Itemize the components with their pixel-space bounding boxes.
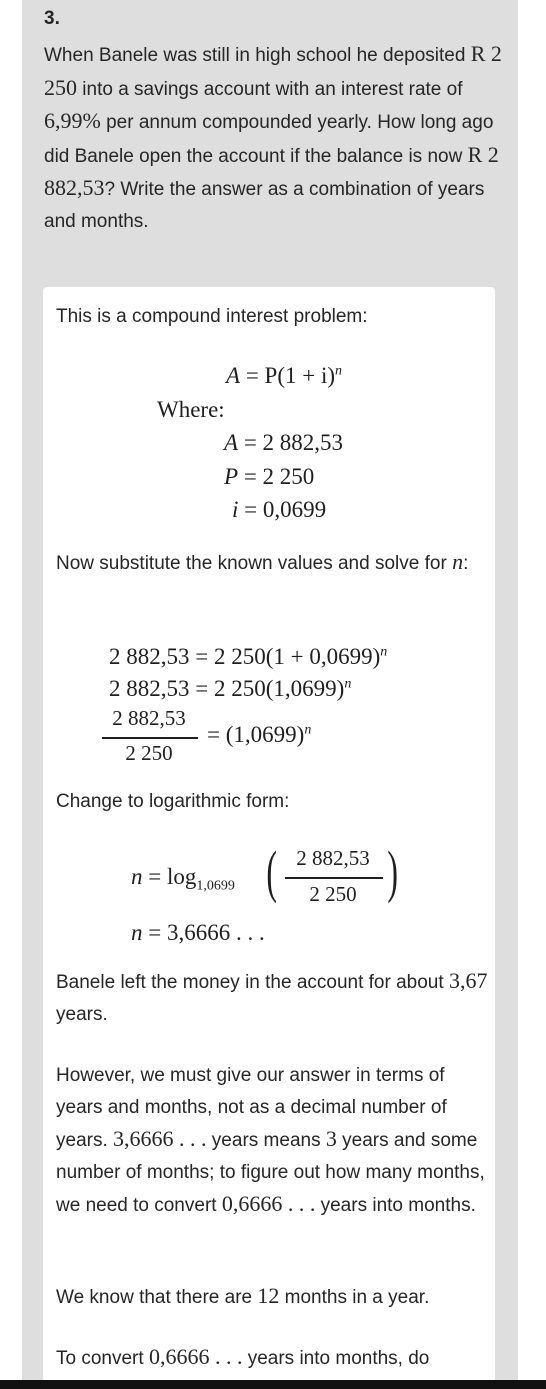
text-part: However, we must give our answer in terms of years and months, not as a decimal number of years. — [56, 1065, 447, 1152]
eq-sign: = — [148, 864, 162, 889]
var-i: i = 0,0699 — [232, 497, 327, 522]
math-value: 3,6666 . . . — [113, 1126, 207, 1152]
question-balance: R 2 882,53 — [44, 141, 499, 201]
bottom-bar — [0, 1380, 546, 1389]
solution-intro: This is a compound interest problem: — [56, 306, 368, 327]
convert-text — [56, 1341, 488, 1375]
where-label: Where: — [157, 397, 225, 422]
years-value: 3,67 — [448, 968, 488, 993]
log-denominator: 2 250 — [309, 882, 357, 906]
log-equation — [131, 864, 235, 895]
know-text — [56, 1280, 488, 1314]
n-var: n — [131, 920, 143, 945]
formula-rhs: P(1 + i) — [264, 363, 336, 388]
eq-sign: = — [195, 676, 209, 701]
math-value: 0,6666 . . . — [221, 1191, 316, 1217]
text-part: months in a year. — [279, 1287, 430, 1308]
eq3-fraction-bar — [102, 737, 198, 739]
eq-rhs: 2 250(1,0699) — [213, 676, 345, 701]
text-part: years into months, do — [242, 1348, 430, 1369]
var-p: P = 2 250 — [224, 464, 315, 489]
eq-lhs: 2 882,53 — [109, 644, 190, 669]
eq-sign: = — [148, 920, 162, 945]
log-fraction-bar — [285, 877, 383, 879]
eq-exp: n — [344, 676, 352, 692]
question-amount: R 2 250 — [44, 41, 502, 100]
log-base: 1,0699 — [196, 878, 235, 894]
eq3-denominator: 2 250 — [125, 741, 173, 765]
text-part: years means — [206, 1130, 326, 1152]
eq-lhs: 2 882,53 — [109, 676, 190, 701]
however-text — [56, 1060, 496, 1222]
question-text-part: into a savings account with an interest rate of — [77, 78, 463, 100]
log-lhs: n — [131, 864, 143, 889]
eq-line-3-rhs — [207, 722, 311, 748]
eq-rhs: 2 250(1 + 0,0699) — [213, 644, 381, 669]
math-value: 0,6666 . . . — [148, 1344, 243, 1369]
var-name: i — [232, 497, 239, 522]
question-text-part: When Banele was still in high school he deposited — [44, 45, 471, 66]
formula-exp: n — [335, 363, 343, 379]
n-value: 3,6666 . . . — [166, 920, 265, 945]
question-number: 3. — [44, 8, 60, 29]
question-text — [44, 38, 502, 238]
eq-line-1 — [109, 644, 387, 670]
left-money-text — [56, 965, 488, 1030]
var-a: A = 2 882,53 — [224, 430, 344, 455]
text-part: years. — [56, 1003, 108, 1025]
formula-lhs: A — [226, 363, 241, 388]
text-part: Banele left the money in the account for about — [56, 972, 449, 993]
var-value: 2 882,53 — [262, 430, 344, 455]
n-result — [131, 920, 265, 946]
var-n: n — [452, 549, 464, 574]
text-part: To convert — [56, 1348, 149, 1369]
eq-sign: = — [207, 722, 220, 747]
log-text: Change to logarithmic form: — [56, 791, 290, 812]
var-name: A — [224, 430, 239, 455]
math-value: 12 — [257, 1283, 280, 1308]
left-paren: ( — [266, 839, 277, 904]
question-text-part: per annum compounded yearly. How long ago did Banele open the account if the balance is now — [44, 112, 494, 167]
var-value: 2 250 — [262, 464, 315, 489]
eq-line-2 — [109, 676, 351, 702]
text-part: We know that there are — [56, 1287, 258, 1308]
log-fn: log — [166, 864, 197, 889]
text-part: Now substitute the known values and solve for — [56, 553, 453, 574]
question-rate: 6,99% — [44, 108, 101, 134]
text-part: years into months. — [315, 1195, 476, 1217]
var-value: 0,0699 — [262, 497, 327, 522]
eq-rhs: (1,0699) — [225, 722, 305, 747]
formula — [226, 363, 342, 389]
eq-exp: n — [304, 722, 312, 738]
question-text-part: ? Write the answer as a combination of years and months. — [44, 179, 485, 232]
eq-exp: n — [380, 644, 388, 660]
log-numerator: 2 882,53 — [296, 846, 370, 870]
substitute-text — [56, 546, 488, 580]
eq3-numerator: 2 882,53 — [112, 706, 186, 730]
math-value: 3 — [325, 1126, 337, 1152]
eq-sign: = — [195, 644, 209, 669]
var-name: P — [224, 464, 239, 489]
formula-eq: = — [240, 363, 265, 388]
text-part: years and some number of months; to figure out how many months, we need to convert — [56, 1130, 485, 1217]
text-part: : — [463, 553, 469, 574]
right-paren: ) — [387, 839, 398, 904]
